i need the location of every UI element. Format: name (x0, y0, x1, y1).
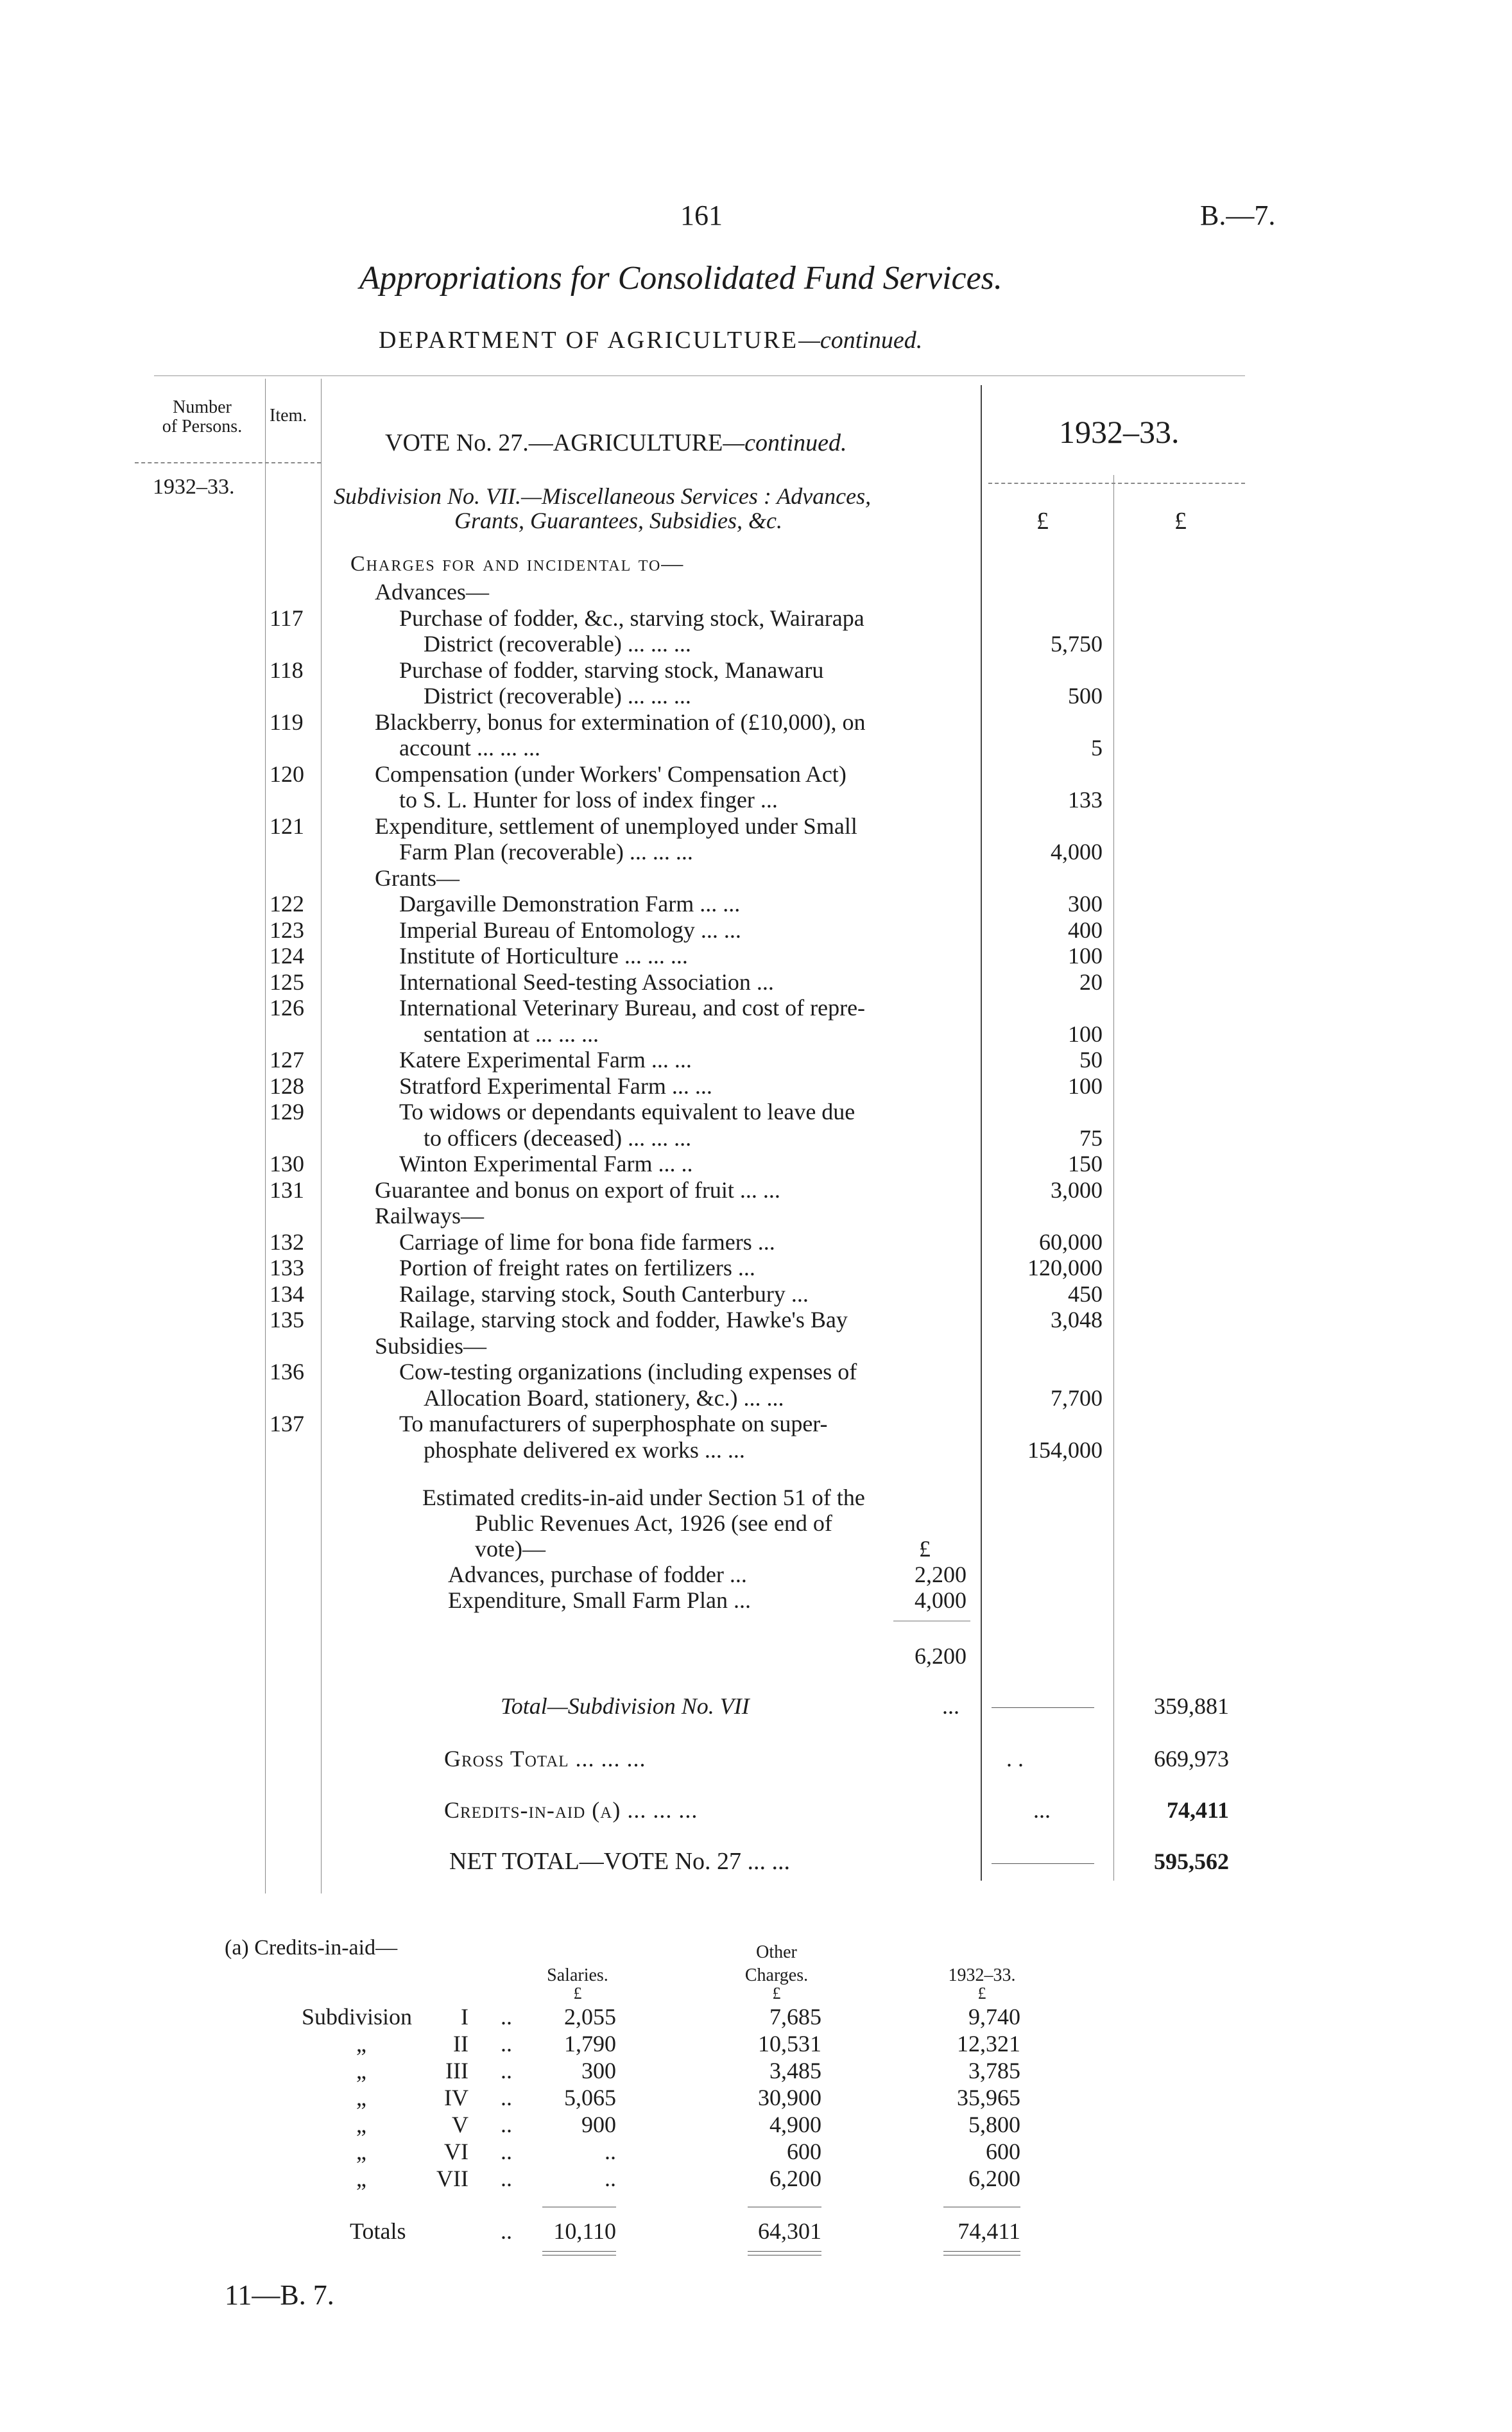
table-row (0, 839, 1512, 865)
fn-row-other: 4,900 (769, 2112, 821, 2137)
footnote-title-text: (a) Credits-in-aid— (225, 1936, 398, 1960)
table-row (0, 1255, 1512, 1281)
table-row (0, 1411, 1512, 1436)
row-description: Winton Experimental Farm ... .. (399, 1151, 693, 1177)
row-amount: 150 (1068, 1151, 1103, 1177)
row-amount: 120,000 (1027, 1255, 1103, 1281)
charges-heading: Charges for and incidental to— (350, 552, 685, 576)
row-amount: 5,750 (1051, 631, 1103, 657)
vote-title-suffix: —continued. (723, 429, 847, 456)
row-description: account ... ... ... (399, 735, 540, 761)
fn-row-label: Subdivision (302, 2004, 413, 2030)
row-amount: 300 (1068, 891, 1103, 917)
row-description: to S. L. Hunter for loss of index finger ... (399, 787, 778, 813)
row-item-number: 135 (270, 1307, 304, 1332)
row-amount: 100 (1068, 1021, 1103, 1047)
table-row (0, 917, 1512, 943)
row-description: Compensation (under Workers' Compensation Act) (375, 761, 846, 787)
row-item-number: 127 (270, 1047, 304, 1073)
fn-row-total: 12,321 (957, 2031, 1020, 2057)
table-row (0, 579, 1512, 605)
row-description: Purchase of fodder, starving stock, Manawaru (399, 657, 824, 683)
fn-row-number: I (461, 2004, 468, 2030)
footnote-pound-3: £ (977, 1984, 986, 2003)
table-row (0, 657, 1512, 683)
fn-row-number: III (445, 2058, 468, 2083)
credits-item-2-label: Expenditure, Small Farm Plan ... (448, 1587, 751, 1613)
row-description: District (recoverable) ... ... ... (424, 631, 691, 657)
row-amount: 75 (1079, 1125, 1103, 1151)
net-total-value: 595,562 (1154, 1849, 1229, 1874)
fn-totals-total: 74,411 (958, 2218, 1020, 2244)
table-row (0, 1281, 1512, 1307)
fn-row-total: 600 (986, 2139, 1020, 2164)
table-row (0, 1151, 1512, 1177)
footnote-col-year: 1932–33. (948, 1965, 1016, 1985)
row-description: Railage, starving stock, South Canterbury ... (399, 1281, 809, 1307)
row-description: Portion of freight rates on fertilizers ... (399, 1255, 755, 1281)
col-header-year-big: 1932–33. (1059, 414, 1180, 450)
row-item-number: 129 (270, 1099, 304, 1125)
total-subdivision-dots: ... (942, 1693, 959, 1719)
table-row (0, 995, 1512, 1021)
table-row (0, 761, 1512, 787)
row-item-number: 119 (270, 709, 304, 735)
fn-double-rule-other-a (748, 2251, 821, 2252)
row-description: International Seed-testing Association ... (399, 969, 774, 995)
subdivision-line1: Subdivision No. VII.—Miscellaneous Services : Advances, (334, 483, 872, 509)
col-header-persons-line2: of Persons. (162, 417, 243, 436)
table-row (0, 813, 1512, 839)
department-name: DEPARTMENT OF AGRICULTURE (379, 327, 799, 354)
row-amount: 100 (1068, 943, 1103, 969)
footnote-col-other-line1: Other (756, 1942, 797, 1962)
row-item-number: 118 (270, 657, 304, 683)
row-description: Grants— (375, 865, 460, 891)
fn-row-dots: .. (501, 2139, 512, 2164)
fn-row-other: 30,900 (758, 2085, 821, 2110)
row-item-number: 132 (270, 1229, 304, 1255)
row-description: To widows or dependants equivalent to leave due (399, 1099, 855, 1125)
row-description: Allocation Board, stationery, &c.) ... ... (424, 1384, 784, 1411)
row-amount: 154,000 (1027, 1436, 1103, 1463)
fn-row-other: 6,200 (769, 2166, 821, 2191)
table-row (0, 683, 1512, 709)
fn-double-rule-salaries-a (542, 2251, 616, 2252)
credits-in-aid-value: 74,411 (1166, 1797, 1229, 1823)
fn-row-total: 35,965 (957, 2085, 1020, 2110)
fn-row-dots: .. (501, 2112, 512, 2137)
row-amount: 5 (1091, 735, 1103, 761)
row-description: Cow-testing organizations (including expenses of (399, 1359, 857, 1384)
fn-row-number: VII (436, 2166, 468, 2191)
col-header-item: Item. (270, 406, 307, 426)
table-row (0, 1229, 1512, 1255)
gross-total-label: Gross Total ... ... ... (444, 1746, 646, 1772)
credits-pound-sign: £ (919, 1536, 931, 1562)
row-amount: 60,000 (1039, 1229, 1103, 1255)
fn-row-label: „ (356, 2031, 366, 2057)
department-suffix: —continued. (798, 327, 923, 354)
row-amount: 20 (1079, 969, 1103, 995)
table-row (0, 1333, 1512, 1359)
fn-row-other: 7,685 (769, 2004, 821, 2030)
fn-double-rule-total-a (943, 2251, 1020, 2252)
fn-totals-salaries: 10,110 (553, 2218, 616, 2244)
fn-row-label: „ (356, 2139, 366, 2164)
fn-row-salaries: .. (605, 2139, 616, 2164)
row-item-number: 128 (270, 1073, 304, 1099)
document-ref: B.—7. (1200, 200, 1276, 231)
net-total-label: NET TOTAL—VOTE No. 27 ... ... (449, 1848, 791, 1875)
row-description: Advances— (375, 579, 489, 605)
fn-totals-other: 64,301 (758, 2218, 821, 2244)
row-item-number: 125 (270, 969, 304, 995)
credits-item-1-value: 2,200 (915, 1562, 966, 1587)
table-row (0, 605, 1512, 631)
pound-sign-2: £ (1174, 508, 1187, 535)
row-description: Katere Experimental Farm ... ... (399, 1047, 692, 1073)
row-amount: 50 (1079, 1047, 1103, 1073)
footnote-pound-1: £ (573, 1984, 582, 2003)
fn-row-salaries: .. (605, 2166, 616, 2191)
total-dash-1 (992, 1707, 1094, 1708)
row-description: Stratford Experimental Farm ... ... (399, 1073, 712, 1099)
fn-row-other: 600 (787, 2139, 821, 2164)
col-header-persons (141, 398, 263, 436)
pound-dashed-rule (988, 483, 1245, 484)
fn-row-dots: .. (501, 2085, 512, 2110)
fn-row-other: 3,485 (769, 2058, 821, 2083)
fn-row-label: „ (356, 2085, 366, 2110)
page-title: Appropriations for Consolidated Fund Services. (359, 260, 1002, 297)
fn-row-dots: .. (501, 2031, 512, 2057)
footnote-col-other-line2: Charges. (744, 1965, 809, 1985)
row-item-number: 120 (270, 761, 304, 787)
fn-row-total: 3,785 (968, 2058, 1020, 2083)
credits-note-line3: vote)— (475, 1536, 546, 1562)
table-row (0, 1125, 1512, 1151)
row-description: Institute of Horticulture ... ... ... (399, 943, 688, 969)
row-amount: 400 (1068, 917, 1103, 943)
fn-row-total: 9,740 (968, 2004, 1020, 2030)
row-amount: 4,000 (1051, 839, 1103, 865)
fn-row-label: „ (356, 2112, 366, 2137)
row-amount: 3,048 (1051, 1307, 1103, 1332)
credits-note-line1: Estimated credits-in-aid under Section 51 of the (422, 1485, 865, 1510)
fn-row-dots: .. (501, 2166, 512, 2191)
row-item-number: 134 (270, 1281, 304, 1307)
row-description: Railage, starving stock and fodder, Hawke's Bay (399, 1307, 848, 1332)
row-description: International Veterinary Bureau, and cost of repre- (399, 995, 866, 1021)
credits-total-value: 6,200 (915, 1643, 966, 1669)
fn-row-number: VI (444, 2139, 468, 2164)
total-subdivision-value: 359,881 (1154, 1693, 1229, 1719)
vote-title-main: VOTE No. 27.—AGRICULTURE (385, 429, 723, 456)
fn-row-number: IV (444, 2085, 468, 2110)
row-item-number: 124 (270, 943, 304, 969)
row-item-number: 117 (270, 605, 304, 631)
fn-totals-dots: .. (501, 2218, 512, 2244)
fn-row-dots: .. (501, 2004, 512, 2030)
fn-row-salaries: 1,790 (564, 2031, 616, 2057)
row-item-number: 123 (270, 917, 304, 943)
table-row (0, 1021, 1512, 1047)
credits-in-aid-dots: ... (1033, 1797, 1051, 1823)
row-description: Dargaville Demonstration Farm ... ... (399, 891, 741, 917)
row-item-number: 136 (270, 1359, 304, 1384)
row-item-number: 133 (270, 1255, 304, 1281)
subdivision-line2: Grants, Guarantees, Subsidies, &c. (454, 508, 782, 533)
row-item-number: 122 (270, 891, 304, 917)
fn-row-total: 6,200 (968, 2166, 1020, 2191)
credits-item-2-value: 4,000 (915, 1587, 966, 1613)
signature-mark: 11—B. 7. (225, 2279, 334, 2311)
fn-row-salaries: 900 (581, 2112, 616, 2137)
pound-sign-1: £ (1036, 508, 1049, 535)
row-item-number: 121 (270, 813, 304, 839)
net-total-dash (992, 1863, 1094, 1864)
table-row (0, 969, 1512, 995)
row-description: phosphate delivered ex works ... ... (424, 1436, 745, 1463)
footnote-title (225, 1935, 397, 1961)
fn-row-other: 10,531 (758, 2031, 821, 2057)
col-header-persons-line1: Number (173, 397, 232, 417)
row-item-number: 126 (270, 995, 304, 1021)
table-row (0, 735, 1512, 761)
fn-row-number: V (452, 2112, 468, 2137)
row-description: Blackberry, bonus for extermination of (£10,000), on (375, 709, 866, 735)
fn-row-salaries: 2,055 (564, 2004, 616, 2030)
footnote-col-salaries: Salaries. (547, 1965, 608, 1985)
row-description: Guarantee and bonus on export of fruit ... ... (375, 1177, 780, 1203)
row-description: Subsidies— (375, 1332, 487, 1359)
table-row (0, 631, 1512, 657)
table-row (0, 1177, 1512, 1203)
row-amount: 100 (1068, 1073, 1103, 1099)
row-description: to officers (deceased) ... ... ... (424, 1125, 692, 1151)
header-dashed-rule (135, 462, 321, 463)
fn-totals-label: Totals (350, 2218, 406, 2244)
row-amount: 450 (1068, 1281, 1103, 1307)
row-description: Railways— (375, 1203, 484, 1229)
table-row (0, 787, 1512, 813)
table-row (0, 709, 1512, 735)
credits-in-aid-label: Credits-in-aid (a) ... ... ... (444, 1797, 698, 1823)
page-number: 161 (680, 200, 723, 231)
row-description: Expenditure, settlement of unemployed under Small (375, 813, 857, 839)
fn-row-salaries: 300 (581, 2058, 616, 2083)
gross-total-value: 669,973 (1154, 1746, 1229, 1772)
fn-row-number: II (453, 2031, 468, 2057)
row-item-number: 131 (270, 1177, 304, 1203)
table-row (0, 1099, 1512, 1125)
table-row (0, 1203, 1512, 1229)
table-row (0, 891, 1512, 917)
row-description: sentation at ... ... ... (424, 1021, 599, 1047)
credits-item-1-label: Advances, purchase of fodder ... (448, 1562, 747, 1587)
row-amount: 133 (1068, 787, 1103, 813)
table-row (0, 1385, 1512, 1411)
gross-total-dots: . . (1006, 1746, 1024, 1772)
credits-note-line2: Public Revenues Act, 1926 (see end of (475, 1510, 832, 1536)
total-subdivision-label: Total—Subdivision No. VII (501, 1693, 750, 1719)
row-item-number: 130 (270, 1151, 304, 1177)
table-row (0, 1359, 1512, 1384)
fn-row-salaries: 5,065 (564, 2085, 616, 2110)
department-heading (379, 326, 922, 354)
fn-row-total: 5,800 (968, 2112, 1020, 2137)
footnote-pound-2: £ (772, 1984, 781, 2003)
vote-title (385, 429, 847, 457)
row-description: Carriage of lime for bona fide farmers ... (399, 1229, 775, 1255)
table-row (0, 1073, 1512, 1099)
table-row (0, 943, 1512, 969)
table-top-rule (154, 375, 1245, 376)
row-item-number: 137 (270, 1411, 304, 1436)
row-description: Farm Plan (recoverable) ... ... ... (399, 839, 693, 865)
row-amount: 7,700 (1051, 1384, 1103, 1411)
table-row (0, 1307, 1512, 1332)
row-description: Purchase of fodder, &c., starving stock, Wairarapa (399, 605, 864, 631)
row-amount: 500 (1068, 683, 1103, 709)
col-header-year-small: 1932–33. (153, 475, 235, 499)
row-description: District (recoverable) ... ... ... (424, 683, 691, 709)
fn-row-label: „ (356, 2166, 366, 2191)
table-row (0, 1047, 1512, 1073)
row-description: To manufacturers of superphosphate on super- (399, 1411, 828, 1436)
table-row (0, 1437, 1512, 1463)
table-row (0, 865, 1512, 891)
fn-row-label: „ (356, 2058, 366, 2083)
fn-row-dots: .. (501, 2058, 512, 2083)
row-description: Imperial Bureau of Entomology ... ... (399, 917, 741, 943)
row-amount: 3,000 (1051, 1177, 1103, 1203)
